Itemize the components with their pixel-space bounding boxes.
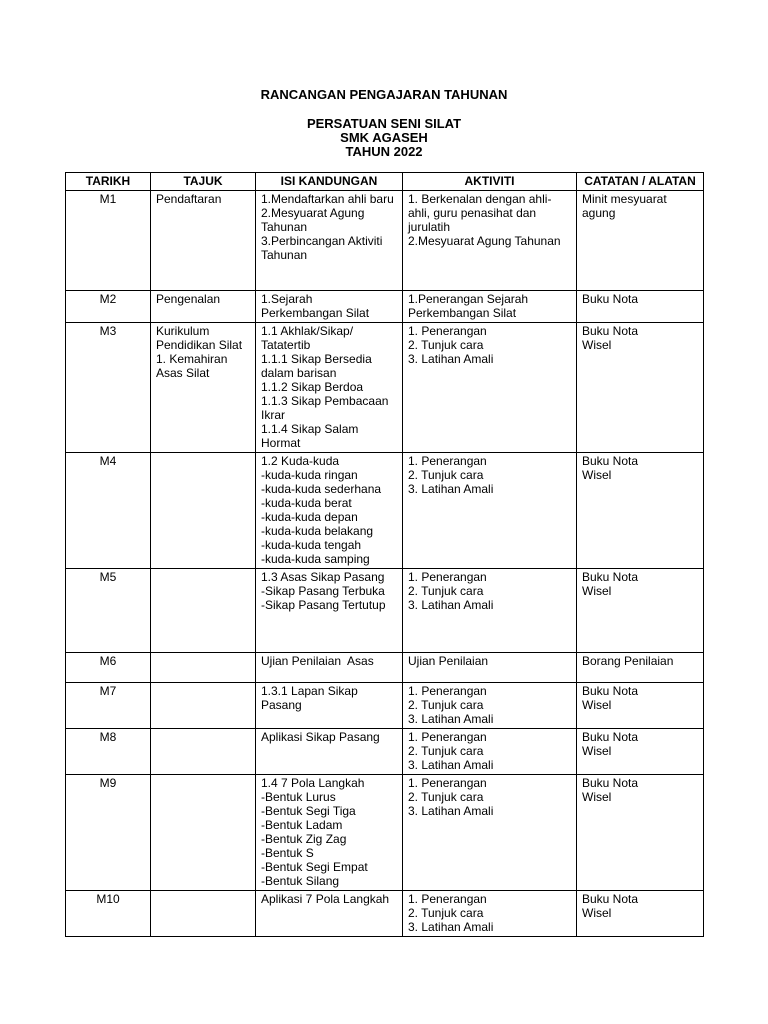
- lesson-plan-table: [65, 172, 704, 937]
- cell-aktiviti: [403, 729, 577, 775]
- cell-aktiviti: [403, 191, 577, 291]
- cell-aktiviti-line: 3. Latihan Amali: [408, 352, 494, 366]
- cell-isi-kandungan-line: 1.1.4 Sikap Salam Hormat: [261, 422, 362, 450]
- cell-isi-kandungan-line: Ujian Penilaian Asas: [261, 654, 374, 668]
- cell-tarikh: M1: [66, 191, 151, 291]
- cell-catatan-line: Buku Nota: [582, 324, 639, 338]
- table-header-row: [66, 173, 704, 191]
- cell-aktiviti-line: Ujian Penilaian: [408, 654, 489, 668]
- cell-aktiviti-line: 2. Tunjuk cara: [408, 790, 484, 804]
- cell-isi-kandungan-line: 1.4 7 Pola Langkah: [261, 776, 365, 790]
- cell-isi-kandungan-line: 1.2 Kuda-kuda: [261, 454, 340, 468]
- cell-aktiviti-line: 1. Penerangan: [408, 892, 487, 906]
- header-isi-kandungan: ISI KANDUNGAN: [256, 173, 403, 191]
- cell-aktiviti-line: 2.Mesyuarat Agung Tahunan: [408, 234, 561, 248]
- cell-tarikh: M10: [66, 891, 151, 937]
- header-aktiviti: AKTIVITI: [403, 173, 577, 191]
- cell-tajuk-line: Kurikulum Pendidikan Silat: [156, 324, 243, 352]
- table-row: [66, 729, 704, 775]
- cell-tarikh: M3: [66, 323, 151, 453]
- cell-isi-kandungan: [256, 191, 403, 291]
- cell-isi-kandungan-line: 2.Mesyuarat Agung Tahunan: [261, 206, 368, 234]
- cell-isi-kandungan-line: 1.1.3 Sikap Pembacaan Ikrar: [261, 394, 392, 422]
- cell-aktiviti-line: 3. Latihan Amali: [408, 598, 494, 612]
- cell-aktiviti: [403, 569, 577, 653]
- cell-aktiviti-line: 1. Penerangan: [408, 454, 487, 468]
- cell-isi-kandungan-line: 1.3.1 Lapan Sikap Pasang: [261, 684, 362, 712]
- cell-isi-kandungan-line: 1.Sejarah Perkembangan Silat: [261, 292, 370, 320]
- cell-aktiviti: [403, 891, 577, 937]
- year-label: TAHUN 2022: [345, 144, 423, 159]
- cell-tajuk-line: 1. Kemahiran Asas Silat: [156, 352, 231, 380]
- cell-catatan-line: Minit mesyuarat agung: [582, 192, 671, 220]
- cell-isi-kandungan-line: Aplikasi 7 Pola Langkah: [261, 892, 390, 906]
- cell-aktiviti-line: 1. Penerangan: [408, 730, 487, 744]
- cell-catatan-line: Buku Nota: [582, 684, 639, 698]
- cell-isi-kandungan-line: -Sikap Pasang Tertutup: [261, 598, 386, 612]
- cell-aktiviti-line: 1. Penerangan: [408, 776, 487, 790]
- cell-tarikh: M9: [66, 775, 151, 891]
- cell-tarikh: M8: [66, 729, 151, 775]
- cell-catatan-line: Wisel: [582, 338, 612, 352]
- cell-catatan: [577, 291, 704, 323]
- cell-isi-kandungan-line: 3.Perbincangan Aktiviti Tahunan: [261, 234, 386, 262]
- header-tarikh: TARIKH: [66, 173, 151, 191]
- cell-isi-kandungan-line: -Bentuk S: [261, 846, 314, 860]
- cell-isi-kandungan: [256, 291, 403, 323]
- table-row: [66, 683, 704, 729]
- cell-aktiviti-line: 1. Berkenalan dengan ahli-ahli, guru penasihat dan jurulatih: [408, 192, 552, 234]
- cell-tarikh: M6: [66, 653, 151, 683]
- school-name: SMK AGASEH: [340, 130, 428, 145]
- cell-aktiviti: [403, 683, 577, 729]
- cell-isi-kandungan-line: Aplikasi Sikap Pasang: [261, 730, 380, 744]
- cell-aktiviti-line: 3. Latihan Amali: [408, 804, 494, 818]
- cell-isi-kandungan-line: -Sikap Pasang Terbuka: [261, 584, 385, 598]
- cell-aktiviti: [403, 291, 577, 323]
- table-row: [66, 291, 704, 323]
- cell-aktiviti-line: 3. Latihan Amali: [408, 920, 494, 934]
- table-row: [66, 191, 704, 291]
- cell-catatan-line: Buku Nota: [582, 292, 639, 306]
- cell-isi-kandungan: [256, 775, 403, 891]
- cell-isi-kandungan-line: -kuda-kuda sederhana: [261, 482, 382, 496]
- cell-tajuk: [151, 891, 256, 937]
- cell-tarikh: M5: [66, 569, 151, 653]
- table-row: [66, 653, 704, 683]
- cell-catatan-line: Wisel: [582, 698, 612, 712]
- cell-catatan-line: Wisel: [582, 468, 612, 482]
- cell-isi-kandungan-line: 1.Mendaftarkan ahli baru: [261, 192, 394, 206]
- cell-catatan: [577, 569, 704, 653]
- cell-catatan-line: Buku Nota: [582, 570, 639, 584]
- cell-aktiviti-line: 1. Penerangan: [408, 684, 487, 698]
- cell-aktiviti-line: 3. Latihan Amali: [408, 712, 494, 726]
- cell-catatan-line: Wisel: [582, 584, 612, 598]
- cell-aktiviti-line: 2. Tunjuk cara: [408, 906, 484, 920]
- cell-isi-kandungan-line: 1.1.2 Sikap Berdoa: [261, 380, 364, 394]
- cell-aktiviti: [403, 453, 577, 569]
- cell-aktiviti: [403, 653, 577, 683]
- cell-isi-kandungan: [256, 323, 403, 453]
- cell-catatan: [577, 891, 704, 937]
- cell-aktiviti: [403, 323, 577, 453]
- table-body: [66, 191, 704, 937]
- cell-isi-kandungan-line: -Bentuk Lurus: [261, 790, 336, 804]
- cell-tajuk: [151, 683, 256, 729]
- cell-tarikh: M4: [66, 453, 151, 569]
- cell-isi-kandungan-line: -kuda-kuda ringan: [261, 468, 358, 482]
- cell-tajuk: [151, 323, 256, 453]
- cell-tajuk: [151, 291, 256, 323]
- cell-tajuk: [151, 729, 256, 775]
- cell-isi-kandungan-line: -Bentuk Segi Tiga: [261, 804, 356, 818]
- cell-isi-kandungan-line: -Bentuk Silang: [261, 874, 340, 888]
- organization-name: PERSATUAN SENI SILAT: [306, 116, 462, 131]
- cell-aktiviti-line: 1. Penerangan: [408, 570, 487, 584]
- cell-isi-kandungan-line: -Bentuk Zig Zag: [261, 832, 347, 846]
- cell-tajuk: [151, 453, 256, 569]
- cell-isi-kandungan-line: 1.1 Akhlak/Sikap/ Tatatertib: [261, 324, 357, 352]
- cell-isi-kandungan: [256, 683, 403, 729]
- cell-aktiviti-line: 1. Penerangan: [408, 324, 487, 338]
- cell-catatan: [577, 729, 704, 775]
- header-catatan-alatan: CATATAN / ALATAN: [577, 173, 704, 191]
- cell-catatan: [577, 323, 704, 453]
- cell-catatan: [577, 191, 704, 291]
- table-row: [66, 775, 704, 891]
- cell-aktiviti-line: 2. Tunjuk cara: [408, 338, 484, 352]
- cell-catatan: [577, 453, 704, 569]
- cell-catatan-line: Wisel: [582, 744, 612, 758]
- cell-isi-kandungan: [256, 569, 403, 653]
- cell-catatan-line: Borang Penilaian: [582, 654, 674, 668]
- cell-isi-kandungan-line: 1.1.1 Sikap Bersedia dalam barisan: [261, 352, 376, 380]
- cell-isi-kandungan: [256, 729, 403, 775]
- cell-catatan-line: Buku Nota: [582, 454, 639, 468]
- cell-isi-kandungan: [256, 653, 403, 683]
- cell-aktiviti-line: 1.Penerangan Sejarah Perkembangan Silat: [408, 292, 532, 320]
- cell-catatan: [577, 653, 704, 683]
- cell-catatan-line: Buku Nota: [582, 730, 639, 744]
- cell-catatan-line: Wisel: [582, 790, 612, 804]
- document-title: RANCANGAN PENGAJARAN TAHUNAN: [260, 87, 508, 102]
- cell-isi-kandungan: [256, 453, 403, 569]
- table-row: [66, 323, 704, 453]
- cell-isi-kandungan-line: -kuda-kuda tengah: [261, 538, 362, 552]
- cell-aktiviti-line: 2. Tunjuk cara: [408, 584, 484, 598]
- cell-aktiviti-line: 3. Latihan Amali: [408, 482, 494, 496]
- cell-tarikh: M2: [66, 291, 151, 323]
- header-tajuk: TAJUK: [151, 173, 256, 191]
- cell-tajuk-line: Pendaftaran: [156, 192, 222, 206]
- cell-catatan-line: Buku Nota: [582, 776, 639, 790]
- cell-catatan: [577, 683, 704, 729]
- cell-aktiviti-line: 2. Tunjuk cara: [408, 698, 484, 712]
- cell-aktiviti-line: 2. Tunjuk cara: [408, 468, 484, 482]
- cell-isi-kandungan-line: -kuda-kuda depan: [261, 510, 358, 524]
- cell-isi-kandungan-line: -kuda-kuda berat: [261, 496, 352, 510]
- cell-isi-kandungan-line: -Bentuk Segi Empat: [261, 860, 368, 874]
- table-row: [66, 453, 704, 569]
- table-row: [66, 569, 704, 653]
- cell-isi-kandungan: [256, 891, 403, 937]
- cell-catatan-line: Wisel: [582, 906, 612, 920]
- cell-isi-kandungan-line: 1.3 Asas Sikap Pasang: [261, 570, 385, 584]
- cell-isi-kandungan-line: -kuda-kuda belakang: [261, 524, 374, 538]
- cell-catatan-line: Buku Nota: [582, 892, 639, 906]
- cell-tajuk: [151, 653, 256, 683]
- cell-tajuk: [151, 775, 256, 891]
- cell-tajuk: [151, 191, 256, 291]
- cell-aktiviti-line: 3. Latihan Amali: [408, 758, 494, 772]
- cell-aktiviti: [403, 775, 577, 891]
- cell-catatan: [577, 775, 704, 891]
- cell-tarikh: M7: [66, 683, 151, 729]
- cell-tajuk-line: Pengenalan: [156, 292, 221, 306]
- table-row: [66, 891, 704, 937]
- cell-aktiviti-line: 2. Tunjuk cara: [408, 744, 484, 758]
- cell-isi-kandungan-line: -kuda-kuda samping: [261, 552, 370, 566]
- cell-isi-kandungan-line: -Bentuk Ladam: [261, 818, 343, 832]
- cell-tajuk: [151, 569, 256, 653]
